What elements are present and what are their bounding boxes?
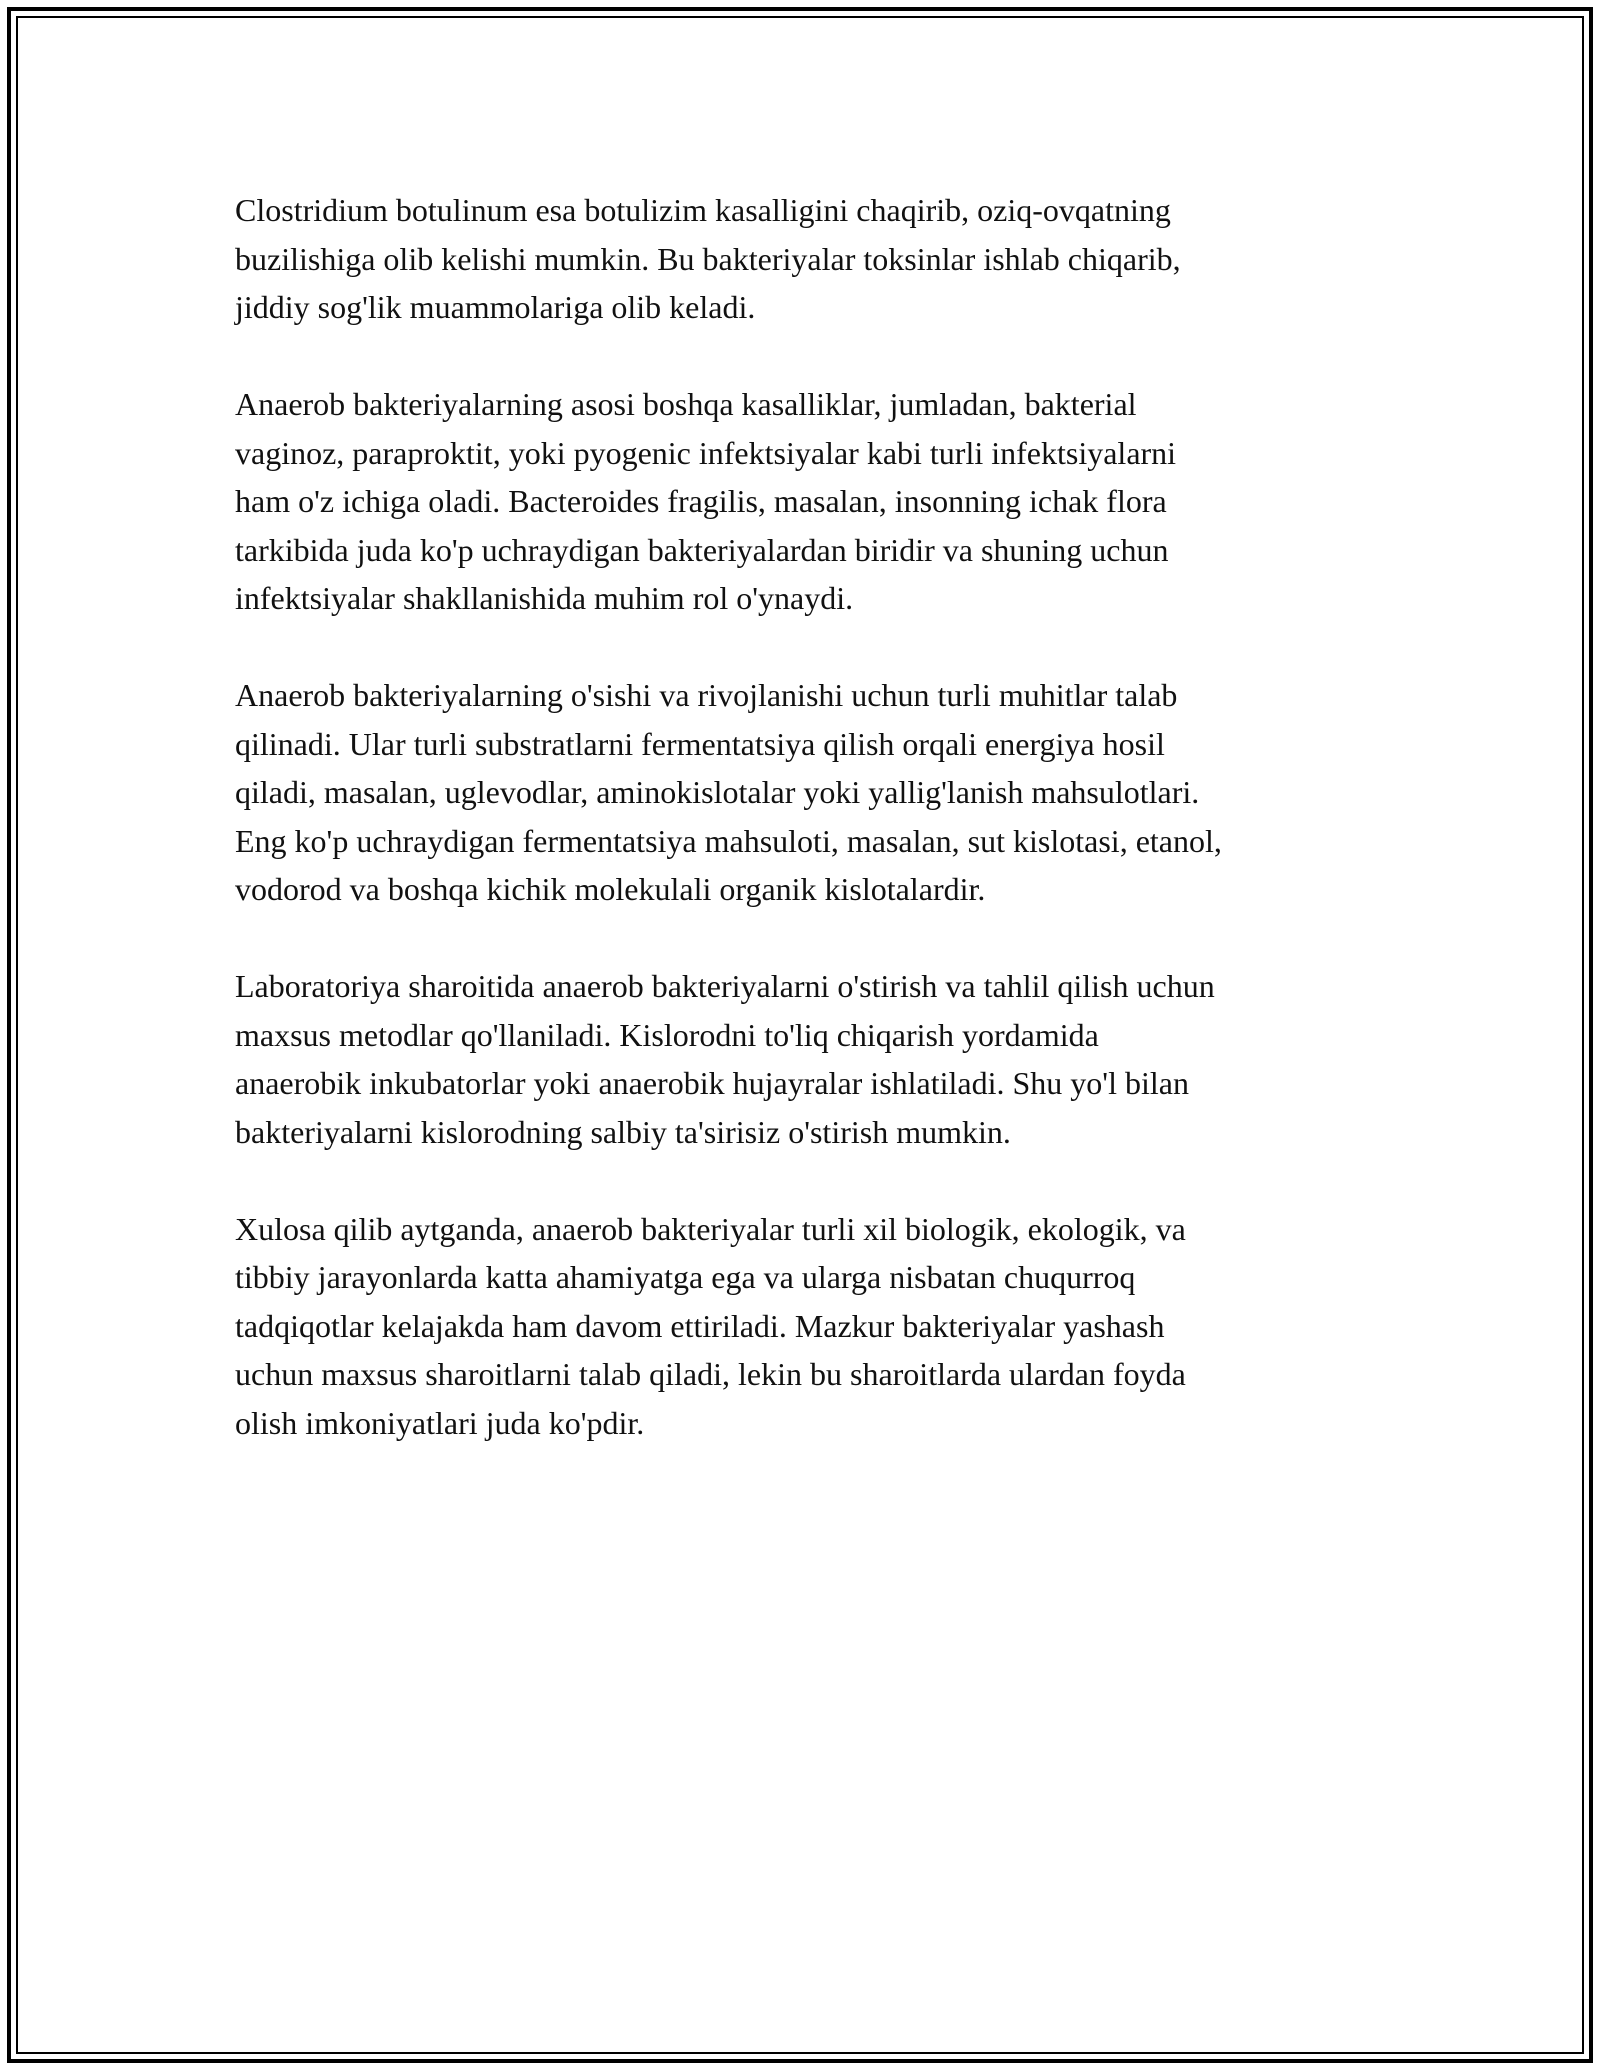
text-line: bakteriyalarni kislorodning salbiy ta'sirisiz o'stirish mumkin. bbox=[235, 1113, 1011, 1150]
paragraph-laboratory bbox=[235, 962, 1385, 1156]
text-line: qilinadi. Ular turli substratlarni fermentatsiya qilish orqali energiya hosil bbox=[235, 725, 1165, 762]
paragraph-conclusion bbox=[235, 1205, 1385, 1448]
paragraph-infections bbox=[235, 380, 1385, 623]
text-line: vodorod va boshqa kichik molekulali organik kislotalardir. bbox=[235, 871, 986, 907]
text-line: Eng ko'p uchraydigan fermentatsiya mahsuloti, masalan, sut kislotasi, etanol, bbox=[235, 822, 1222, 859]
text-line: Clostridium botulinum esa botulizim kasalligini chaqirib, oziq-ovqatning bbox=[235, 192, 1171, 228]
paragraph-botulinum bbox=[235, 186, 1385, 332]
text-line: tarkibida juda ko'p uchraydigan bakteriyalardan biridir va shuning uchun bbox=[235, 531, 1169, 568]
text-line: jiddiy sog'lik muammolariga olib keladi. bbox=[235, 289, 756, 325]
text-line: Anaerob bakteriyalarning o'sishi va rivojlanishi uchun turli muhitlar talab bbox=[235, 677, 1178, 713]
text-line: qiladi, masalan, uglevodlar, aminokislotalar yoki yallig'lanish mahsulotlari. bbox=[235, 774, 1200, 810]
text-line: tadqiqotlar kelajakda ham davom ettiriladi. Mazkur bakteriyalar yashash bbox=[235, 1307, 1165, 1344]
text-line: vaginoz, paraproktit, yoki pyogenic infektsiyalar kabi turli infektsiyalarni bbox=[235, 434, 1177, 471]
text-line: Anaerob bakteriyalarning asosi boshqa kasalliklar, jumladan, bakterial bbox=[235, 386, 1137, 422]
text-line: olish imkoniyatlari juda ko'pdir. bbox=[235, 1404, 645, 1441]
text-line: Laboratoriya sharoitida anaerob bakteriyalarni o'stirish va tahlil qilish uchun bbox=[235, 968, 1215, 1004]
text-line: infektsiyalar shakllanishida muhim rol o'ynaydi. bbox=[235, 580, 854, 616]
text-line: buzilishiga olib kelishi mumkin. Bu bakteriyalar toksinlar ishlab chiqarib, bbox=[235, 240, 1181, 277]
paragraph-growth bbox=[235, 671, 1385, 914]
text-line: uchun maxsus sharoitlarni talab qiladi, lekin bu sharoitlarda ulardan foyda bbox=[235, 1356, 1186, 1392]
text-line: ham o'z ichiga oladi. Bacteroides fragilis, masalan, insonning ichak flora bbox=[235, 483, 1167, 519]
text-line: anaerobik inkubatorlar yoki anaerobik hujayralar ishlatiladi. Shu yo'l bilan bbox=[235, 1065, 1189, 1101]
document-body bbox=[235, 186, 1385, 1496]
text-line: maxsus metodlar qo'llaniladi. Kislorodni to'liq chiqarish yordamida bbox=[235, 1016, 1099, 1053]
text-line: Xulosa qilib aytganda, anaerob bakteriyalar turli xil biologik, ekologik, va bbox=[235, 1210, 1186, 1247]
text-line: tibbiy jarayonlarda katta ahamiyatga ega va ularga nisbatan chuqurroq bbox=[235, 1259, 1136, 1295]
